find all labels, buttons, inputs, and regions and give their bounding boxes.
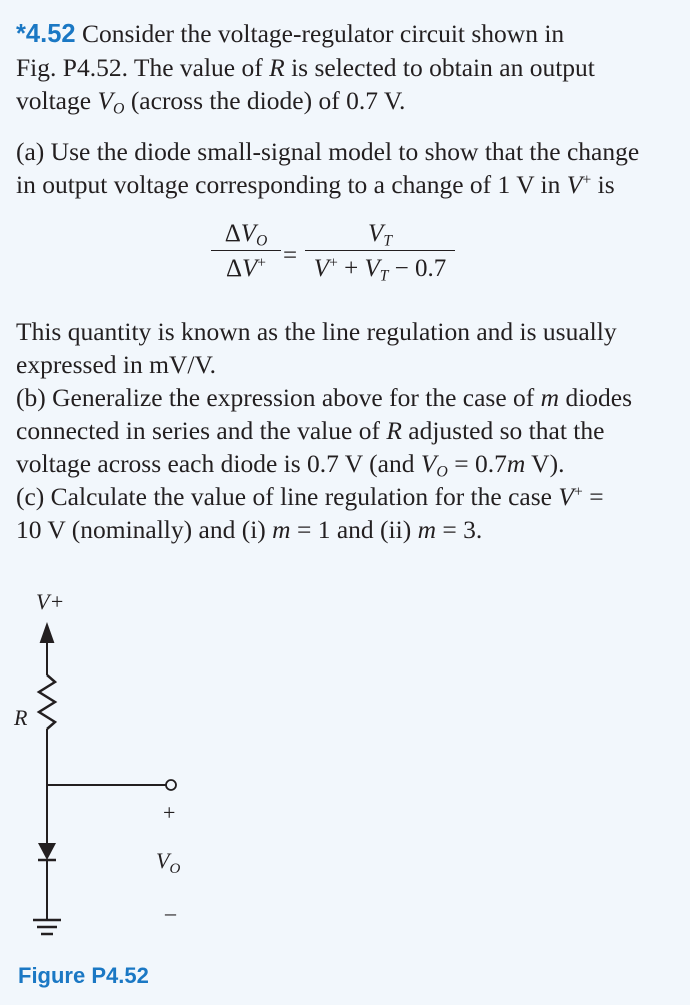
intro-line-2: Fig. P4.52. The value of R is selected to obtain an output xyxy=(16,53,595,82)
formula-right-fraction xyxy=(305,220,455,283)
rest-line-2: expressed in mV/V. xyxy=(16,350,216,379)
formula-equals: = xyxy=(283,242,298,269)
diode-icon xyxy=(38,843,56,860)
figure-caption: Figure P4.52 xyxy=(18,963,149,988)
formula-right-numerator: $V_T$ xyxy=(368,220,392,250)
part-a-line-1: (a) Use the diode small-signal model to show that the change xyxy=(16,137,640,166)
resistor-label: R xyxy=(14,705,28,730)
rest-line-1: This quantity is known as the line regulation and is usually xyxy=(16,317,617,346)
problem-number: *4.52 xyxy=(16,20,76,48)
rest-line-6: (c) Calculate the value of line regulation for the case V+ = xyxy=(16,482,604,511)
supply-label: V+ xyxy=(36,589,65,614)
rest-line-5: voltage across each diode is 0.7 V (and $V_O = 0.7m$ V). xyxy=(16,449,565,481)
formula-right-denominator: $V^+ + V_T - 0.7$ xyxy=(313,254,447,285)
problem-rest xyxy=(16,315,656,546)
resistor xyxy=(39,675,55,729)
intro-line-3: voltage $V_O$ (across the diode) of 0.7 V. xyxy=(16,86,406,118)
plus-label: + xyxy=(163,800,176,825)
ground-icon xyxy=(33,920,61,934)
supply-arrow xyxy=(41,625,53,642)
formula-left-denominator: ΔV+ xyxy=(225,254,267,282)
part-a-line-2: in output voltage corresponding to a change of 1 V in V+ is xyxy=(16,170,615,199)
line-regulation-formula xyxy=(205,220,465,300)
problem-intro xyxy=(16,17,656,117)
output-label: $V_O$ xyxy=(156,848,181,877)
formula-left-fraction xyxy=(211,220,281,283)
intro-line-1: *4.52 Consider the voltage-regulator circuit shown in xyxy=(16,19,565,48)
part-a xyxy=(16,135,656,201)
rest-line-3: (b) Generalize the expression above for the case of m diodes xyxy=(16,383,633,412)
rest-line-4: connected in series and the value of R adjusted so that the xyxy=(16,416,605,445)
output-terminal xyxy=(166,780,176,790)
formula-left-numerator: $\Delta V_O$ xyxy=(224,220,268,250)
minus-label: – xyxy=(165,900,176,925)
rest-line-7: 10 V (nominally) and (i) m = 1 and (ii) m = 3. xyxy=(16,515,483,544)
circuit-figure xyxy=(0,575,260,955)
